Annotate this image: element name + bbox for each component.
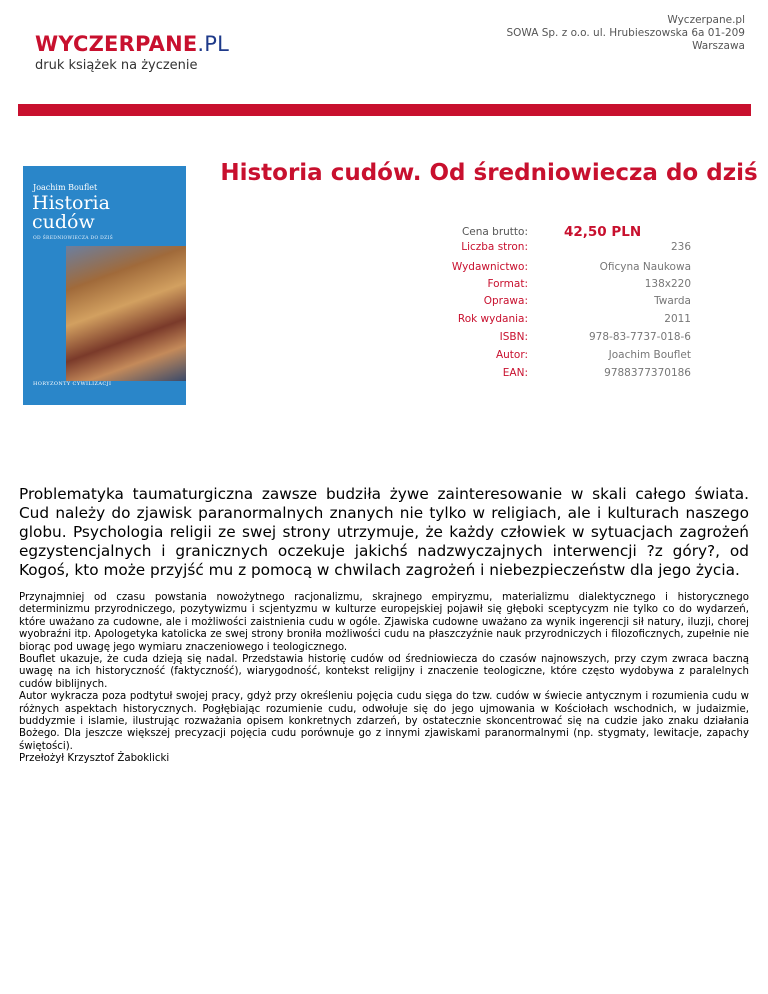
description-paragraph: Autor wykracza poza podtytuł swojej pracy, gdyż przy określeniu pojęcia cudu sięga do tzw. cudów w świecie antycznym i rozumienia cudu w różnych aspektach historycznych. Pogłębiając rozumienie cudu, odwołuje się do jego ujmowania w Kościołach wschodnich, w judaizmie, buddyzmie i islamie, ilustrując rozważania opisem konkretnych zdarzeń, by ostatecznie skoncentrować się na cudzie jako znaku działania Bożego. Dla jeszcze większej precyzacji pojęcia cudu porównuje go z innymi zjawiskami paranormalnymi (np. stygmaty, lewitacje, zapachy świętości). bbox=[19, 691, 749, 752]
logo-tagline: druk książek na życzenie bbox=[35, 58, 198, 73]
spec-value: 138x220 bbox=[644, 278, 691, 290]
company-street: SOWA Sp. z o.o. ul. Hrubieszowska 6a 01-209 bbox=[506, 27, 745, 39]
spec-value: Joachim Bouflet bbox=[608, 349, 691, 361]
book-title: Historia cudów. Od średniowiecza do dziś bbox=[220, 160, 758, 186]
cover-title: Historia cudów bbox=[32, 192, 110, 233]
spec-label: Oprawa: bbox=[483, 295, 528, 307]
spec-value: 9788377370186 bbox=[604, 367, 691, 379]
spec-label: ISBN: bbox=[499, 331, 528, 343]
spec-value: Twarda bbox=[654, 295, 691, 307]
spec-label: Autor: bbox=[495, 349, 528, 361]
book-cover-image bbox=[23, 166, 186, 405]
spec-label: EAN: bbox=[502, 367, 528, 379]
price-value: 42,50 PLN bbox=[564, 224, 642, 240]
cover-series: HORYZONTY CYWILIZACJI bbox=[33, 381, 112, 387]
spec-value: 236 bbox=[670, 241, 691, 253]
description-paragraph: Przynajmniej od czasu powstania nowożytnego racjonalizmu, skrajnego empiryzmu, materializmu dialektycznego i historycznego determinizmu przyrodniczego, pozytywizmu i scjentyzmu w kulturze europejskiej pojawił się głęboki sceptycyzm nie tylko co do wydarzeń, które uważano za cudowne, ale i możliwości zaistnienia cudu w ogóle. Zjawiska cudowne uważano za wynik ingerencji sił natury, iluzji, chorej wyobraźni itp. Apologetyka katolicka ze swej strony broniła możliwości cudu na płaszczyźnie nauk przyrodniczych i filozoficznych, zupełnie nie biorąc pod uwagę jego wymiaru znaczeniowego i teologicznego. bbox=[19, 592, 749, 653]
company-city: Warszawa bbox=[692, 40, 745, 52]
cover-author: Joachim Bouflet bbox=[33, 183, 98, 192]
site-logo[interactable] bbox=[35, 32, 229, 73]
description-paragraph: Bouflet ukazuje, że cuda dzieją się nadal. Przedstawia historię cudów od średniowiecza do czasów najnowszych, przy czym zwraca baczną uwagę na ich historyczność (faktyczność), wiarygodność, kontekst religijny i znaczenie teologiczne, które często wydobywa z paralelnych cudów biblijnych. bbox=[19, 654, 749, 690]
cover-subtitle: OD ŚREDNIOWIECZA DO DZIŚ bbox=[33, 236, 113, 241]
spec-value: 2011 bbox=[664, 313, 691, 325]
spec-value: Oficyna Naukowa bbox=[599, 261, 691, 273]
description-body bbox=[19, 592, 749, 766]
company-name: Wyczerpane.pl bbox=[667, 14, 745, 26]
cover-painting bbox=[66, 246, 186, 381]
spec-label: Wydawnictwo: bbox=[451, 261, 528, 273]
price-label: Cena brutto: bbox=[461, 226, 528, 238]
translator-credit: Przełożył Krzysztof Żaboklicki bbox=[19, 753, 170, 765]
header-divider-bar bbox=[18, 104, 751, 116]
spec-label: Liczba stron: bbox=[461, 241, 528, 253]
description-lead: Problematyka taumaturgiczna zawsze budziła żywe zainteresowanie w skali całego świata. Cud należy do zjawisk paranormalnych znanych nie tylko w religiach, ale i kulturach naszego globu. Psychologia religii ze swej strony utrzymuje, że każdy człowiek w sytuacjach zagrożeń egzystencjalnych i granicznych oczekuje jakichś nadzwyczajnych interwencji ?z góry?, od Kogoś, kto może przyjść mu z pomocą w chwilach zagrożeń i niebezpieczeństw dla jego życia. bbox=[19, 485, 749, 579]
spec-label: Rok wydania: bbox=[457, 313, 528, 325]
logo-wordmark: WYCZERPANE.PL bbox=[35, 32, 230, 56]
spec-value: 978-83-7737-018-6 bbox=[588, 331, 691, 343]
company-address bbox=[445, 14, 745, 53]
spec-label: Format: bbox=[487, 278, 528, 290]
